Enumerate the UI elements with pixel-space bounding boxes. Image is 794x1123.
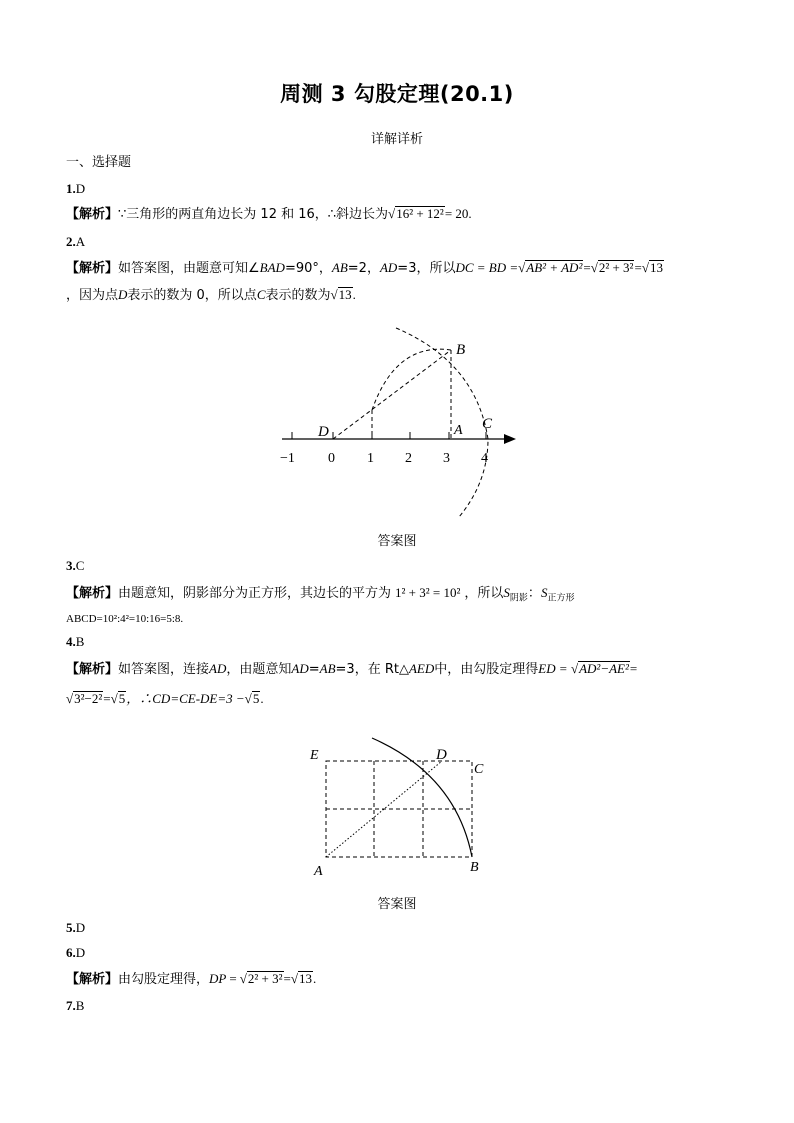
tick-label: 3	[443, 451, 450, 466]
analysis-text: =2，	[347, 261, 380, 276]
grid-figure	[306, 735, 496, 881]
sqrt-sign: √	[244, 691, 252, 706]
analysis-text: 如答案图，由题意可知∠	[118, 261, 260, 276]
segment-name: DP	[209, 971, 227, 986]
analysis-result: = 20.	[444, 206, 472, 221]
answer-letter: D	[75, 945, 86, 960]
sqrt-expression: 13	[649, 260, 663, 275]
analysis-tag: 【解析】	[66, 586, 119, 601]
analysis-text: ，所以	[464, 586, 504, 601]
question-1-answer	[66, 180, 85, 199]
equals-sign: =	[583, 260, 591, 275]
analysis-text: =90°，	[284, 261, 332, 276]
analysis-text: 由题意知，阴影部分为正方形，其边长的平方为	[118, 586, 392, 601]
equals-sign: =	[629, 661, 638, 676]
question-2-analysis-cont	[66, 286, 356, 305]
point-label-a: A	[314, 864, 323, 879]
page-title: 周测 3 勾股定理(20.1)	[280, 82, 514, 106]
analysis-text: 由勾股定理得，	[118, 972, 210, 987]
question-1-analysis	[66, 205, 472, 224]
sqrt-sign: √	[66, 691, 74, 706]
analysis-tag: 【解析】	[66, 261, 119, 276]
question-number: 4.	[66, 634, 76, 649]
analysis-text: 表示的数为	[265, 288, 331, 303]
sqrt-sign: √	[518, 260, 526, 275]
formula: DC = BD =	[455, 260, 519, 275]
area-symbol: S	[503, 585, 510, 600]
analysis-text: ，由题意知	[226, 662, 292, 677]
sqrt-expression: AD²−AE²	[579, 661, 629, 676]
sqrt-sign: √	[641, 260, 649, 275]
sqrt-sign: √	[388, 206, 396, 221]
question-number: 6.	[66, 945, 76, 960]
analysis-text: ，因为点	[66, 288, 119, 303]
question-number: 7.	[66, 998, 76, 1013]
equals-sign: =	[283, 971, 291, 986]
analysis-text: ABCD=10²:4²=10:16=5:8.	[66, 613, 184, 625]
tick-label: 1	[367, 451, 374, 466]
equals-sign: =	[229, 971, 237, 986]
sqrt-expression: AB² + AD²	[526, 260, 583, 275]
sqrt-expression: 5	[118, 691, 126, 706]
segment-db	[333, 350, 451, 439]
segment-name: AB	[331, 260, 348, 275]
equals-sign: =	[634, 260, 642, 275]
analysis-text: =3，在 Rt△	[335, 662, 409, 677]
answer-letter: B	[75, 998, 85, 1013]
point-label-c: C	[474, 762, 484, 777]
point-label-c: C	[482, 416, 493, 432]
tick-label: −1	[280, 451, 295, 466]
question-7-answer	[66, 997, 84, 1016]
question-2-answer	[66, 233, 85, 252]
page-subtitle: 详解详析	[370, 132, 423, 147]
equals-sign: =	[559, 661, 567, 676]
number-line-figure	[276, 322, 522, 520]
answer-letter: D	[75, 920, 86, 935]
subscript: 正方形	[547, 593, 575, 604]
point-label-b: B	[456, 342, 466, 358]
point-label-d: D	[318, 424, 329, 440]
question-2-analysis	[66, 259, 664, 278]
subscript: 阴影	[509, 593, 528, 604]
point-label-b: B	[470, 860, 479, 875]
question-3-analysis	[66, 584, 574, 608]
question-number: 1.	[66, 181, 76, 196]
point-label-d: D	[436, 747, 447, 763]
point-name: C	[256, 287, 266, 302]
answer-letter: B	[75, 634, 85, 649]
answer-letter: D	[75, 181, 86, 196]
analysis-tag: 【解析】	[66, 662, 119, 677]
answer-letter: A	[75, 234, 86, 249]
arc-bd	[372, 738, 472, 857]
formula: 1² + 3² = 10²	[395, 585, 461, 600]
question-6-answer	[66, 944, 85, 963]
section-heading: 一、选择题	[66, 155, 132, 170]
sqrt-sign: √	[570, 661, 579, 676]
analysis-text: ∵三角形的两直角边长为 12 和 16，∴斜边长为	[118, 207, 389, 222]
figure-caption: 答案图	[377, 897, 417, 912]
question-5-answer	[66, 919, 85, 938]
analysis-text: 中，由勾股定理得	[434, 662, 539, 677]
analysis-text: 如答案图，连接	[118, 662, 210, 677]
angle-name: BAD	[259, 260, 285, 275]
sqrt-expression: 5	[252, 691, 260, 706]
question-number: 2.	[66, 234, 76, 249]
period: .	[352, 287, 356, 302]
tick-label: 2	[405, 451, 412, 466]
segment-name: AB	[319, 661, 336, 676]
equals-sign: =	[103, 691, 111, 706]
question-4-analysis	[66, 660, 637, 679]
segment-name: AD	[379, 260, 398, 275]
question-number: 3.	[66, 558, 76, 573]
point-name: D	[118, 287, 128, 302]
sqrt-expression: 16² + 12²	[396, 206, 444, 221]
question-3-answer	[66, 557, 84, 576]
figure-caption: 答案图	[377, 534, 417, 549]
segment-name: AD	[291, 661, 309, 676]
analysis-tag: 【解析】	[66, 972, 119, 987]
point-label-e: E	[310, 748, 319, 763]
period: .	[260, 691, 264, 706]
segment-name: AD	[209, 661, 227, 676]
tick-label: 0	[328, 451, 335, 466]
sqrt-expression: 3²−2²	[74, 691, 103, 706]
question-4-answer	[66, 633, 84, 652]
period: .	[312, 971, 317, 986]
segment-name: ED	[538, 661, 556, 676]
question-4-analysis-cont	[66, 690, 264, 709]
analysis-text: =	[308, 662, 320, 677]
axis-arrow	[504, 434, 516, 444]
sqrt-sign: √	[110, 691, 118, 706]
sqrt-expression: 13	[298, 971, 312, 986]
analysis-tag: 【解析】	[66, 207, 119, 222]
answer-letter: C	[75, 558, 85, 573]
area-symbol: S	[540, 585, 548, 600]
sqrt-sign: √	[590, 260, 598, 275]
sqrt-expression: 2² + 3²	[247, 971, 283, 986]
sqrt-sign: √	[330, 287, 338, 302]
analysis-text: =3，所以	[397, 261, 456, 276]
sqrt-expression: 13	[338, 287, 352, 302]
triangle-name: AED	[408, 661, 435, 676]
question-6-analysis	[66, 970, 316, 989]
ratio-colon: ：	[527, 586, 541, 601]
analysis-text: 表示的数为 0，所以点	[127, 288, 257, 303]
question-number: 5.	[66, 920, 76, 935]
question-3-analysis-cont	[66, 610, 183, 628]
sqrt-expression: 2² + 3²	[598, 260, 634, 275]
point-label-a: A	[454, 423, 463, 438]
tick-label: 4	[481, 451, 488, 466]
analysis-text: ，∴CD=CE-DE=3 −	[126, 691, 245, 706]
sqrt-sign: √	[239, 971, 247, 986]
sqrt-sign: √	[290, 971, 298, 986]
